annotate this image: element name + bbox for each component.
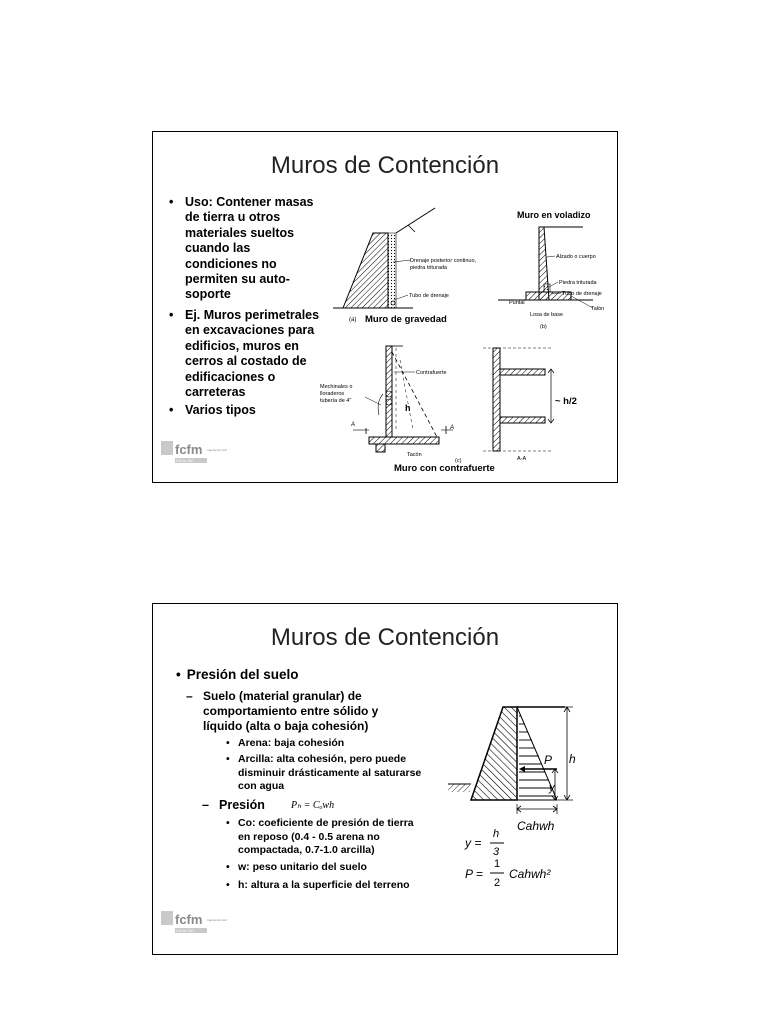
earth-pressure-figure [153, 604, 617, 954]
dash-line: Suelo (material granular) de [203, 689, 362, 703]
logo-text: fcfm [175, 912, 203, 927]
counterfort-caption: Muro con contrafuerte [394, 463, 495, 474]
item-line: con agua [238, 780, 285, 792]
slide-2 [152, 603, 618, 955]
bullet-text: Presión del suelo [186, 667, 299, 682]
bullet-line: carreteras [185, 385, 246, 400]
dash-text: Presión [219, 798, 265, 812]
item-arena: • Arena: baja cohesión [226, 737, 345, 749]
half-h-label: ~ h/2 [555, 396, 577, 407]
bullet-line: edificios, muros en [185, 338, 299, 353]
logo-text: fcfm [175, 442, 203, 457]
heel-label-c: Tacón [407, 452, 422, 458]
bullet-line: edificaciones o [185, 369, 276, 384]
y-eq-label: y = [465, 836, 482, 850]
bullet-line: soporte [185, 287, 231, 302]
section-a-left: A [351, 422, 356, 428]
bullet-line: Ej. Muros perimetrales [185, 308, 320, 322]
y-numerator: h [493, 828, 500, 840]
slide-title: Muros de Contención [270, 152, 500, 179]
crushed-stone-label: Piedra triturada [559, 280, 597, 286]
item-line: disminuir drásticamente al saturarse [238, 766, 422, 779]
bullet-line: Uso: Contener masas [185, 195, 314, 209]
bullet-line: en excavaciones para [185, 323, 315, 338]
slide-title: Muros de Contención [270, 624, 500, 651]
retaining-walls-figure [153, 132, 617, 482]
slide-1 [152, 131, 618, 483]
h-dim-label: h [569, 752, 576, 766]
heel-label: Talón [591, 306, 605, 312]
section-aa-label: A-A [517, 456, 527, 462]
section-aa-drawing [483, 348, 554, 451]
P-denominator: 2 [494, 877, 501, 889]
bullet-ejemplos: • Ej. Muros perimetrales en excavaciones para edificios, muros en cerros al costado de edificaciones o carreteras [169, 308, 320, 400]
logo-sub: Ingeniería Civil [207, 918, 227, 922]
bullet-line: cuando las [185, 241, 251, 256]
item-line: compactada, 0.7-1.0 arcilla) [238, 844, 375, 856]
counterfort-letter: (c) [455, 458, 462, 464]
pipe-label: Tubo de drenaje [409, 293, 449, 299]
item-co: • Co: coeficiente de presión de tierra en reposo (0.4 - 0.5 arena no compactada, 0.7-1.0 arcilla) [226, 817, 414, 856]
logo-bottom: FACULTAD [176, 459, 194, 463]
pipe-label-b: Tubo de drenaje [562, 291, 602, 297]
counterfort-label: Contrafuerte [416, 370, 447, 376]
item-w: • w: peso unitario del suelo [226, 861, 367, 873]
bullet-tipos: • Varios tipos [169, 403, 256, 417]
drain-label-2: piedra triturada [410, 265, 447, 271]
item-line: h: altura a la superficie del terreno [238, 879, 410, 891]
h-label: h [405, 403, 411, 413]
P-eq-label: P = [465, 867, 483, 881]
dash-line: comportamiento entre sólido y [203, 704, 379, 718]
y-denominator: 3 [493, 846, 500, 858]
dash-presion: – Presión [202, 798, 265, 812]
item-arcilla: • Arcilla: alta cohesión, pero puede disminuir drásticamente al saturarse con agua [226, 753, 422, 792]
dash-suelo: – Suelo (material granular) de comportamiento entre sólido y líquido (alta o baja cohesión) [186, 689, 379, 733]
counterfort-wall-drawing [353, 346, 453, 452]
item-line: en reposo (0.4 - 0.5 arena no [238, 830, 380, 843]
bullet-line: de tierra u otros [185, 210, 281, 225]
cantilever-letter: (b) [540, 324, 547, 330]
bullet-line: condiciones no [185, 256, 277, 271]
gravity-letter: (a) [349, 317, 357, 323]
logo-sub: Ingeniería Civil [207, 448, 227, 452]
bullet-uso: • Uso: Contener masas de tierra u otros materiales sueltos cuando las condiciones no permiten su auto- soporte [169, 195, 314, 302]
gravity-caption: Muro de gravedad [365, 314, 447, 325]
section-a-right: A [450, 425, 455, 431]
item-h: • h: altura a la superficie del terreno [226, 879, 410, 891]
bullet-line: materiales sueltos [185, 225, 295, 240]
drain-label-1: Drenaje posterior continuo, [410, 258, 477, 264]
item-line: Co: coeficiente de presión de tierra [238, 817, 414, 829]
cantilever-caption: Muro en voladizo [517, 210, 591, 220]
P-label: P [544, 753, 553, 767]
dash-line: líquido (alta o baja cohesión) [203, 719, 369, 733]
item-line: Arena: baja cohesión [238, 737, 345, 749]
bullet-presion-suelo: • Presión del suelo [176, 667, 299, 682]
bullet-line: cerros al costado de [185, 354, 307, 369]
weep-label-3: tubería de 4" [320, 398, 352, 404]
P-rest: Cahwh² [509, 867, 551, 881]
pressure-diagram [448, 707, 573, 814]
weep-label-1: Mechinales o [320, 384, 353, 390]
P-numerator: 1 [494, 858, 501, 870]
cahwh-label: Cahwh [517, 819, 555, 833]
strut-label: Puntal [509, 300, 525, 306]
logo-bottom: FACULTAD [176, 929, 194, 933]
bullet-line: permiten su auto- [185, 272, 290, 287]
weep-label-2: lloraderos [320, 391, 345, 397]
item-line: Arcilla: alta cohesión, pero puede [238, 753, 407, 765]
base-label: Losa de base [530, 312, 564, 318]
bullet-line: Varios tipos [185, 403, 256, 417]
stem-label: Alzado o cuerpo [556, 254, 596, 260]
formula-ph: Pₕ = Cₒwh [291, 800, 335, 811]
y-dim-label: y [549, 782, 555, 794]
fcfm-logo [161, 441, 227, 463]
fcfm-logo [161, 911, 227, 933]
item-line: w: peso unitario del suelo [238, 861, 367, 873]
